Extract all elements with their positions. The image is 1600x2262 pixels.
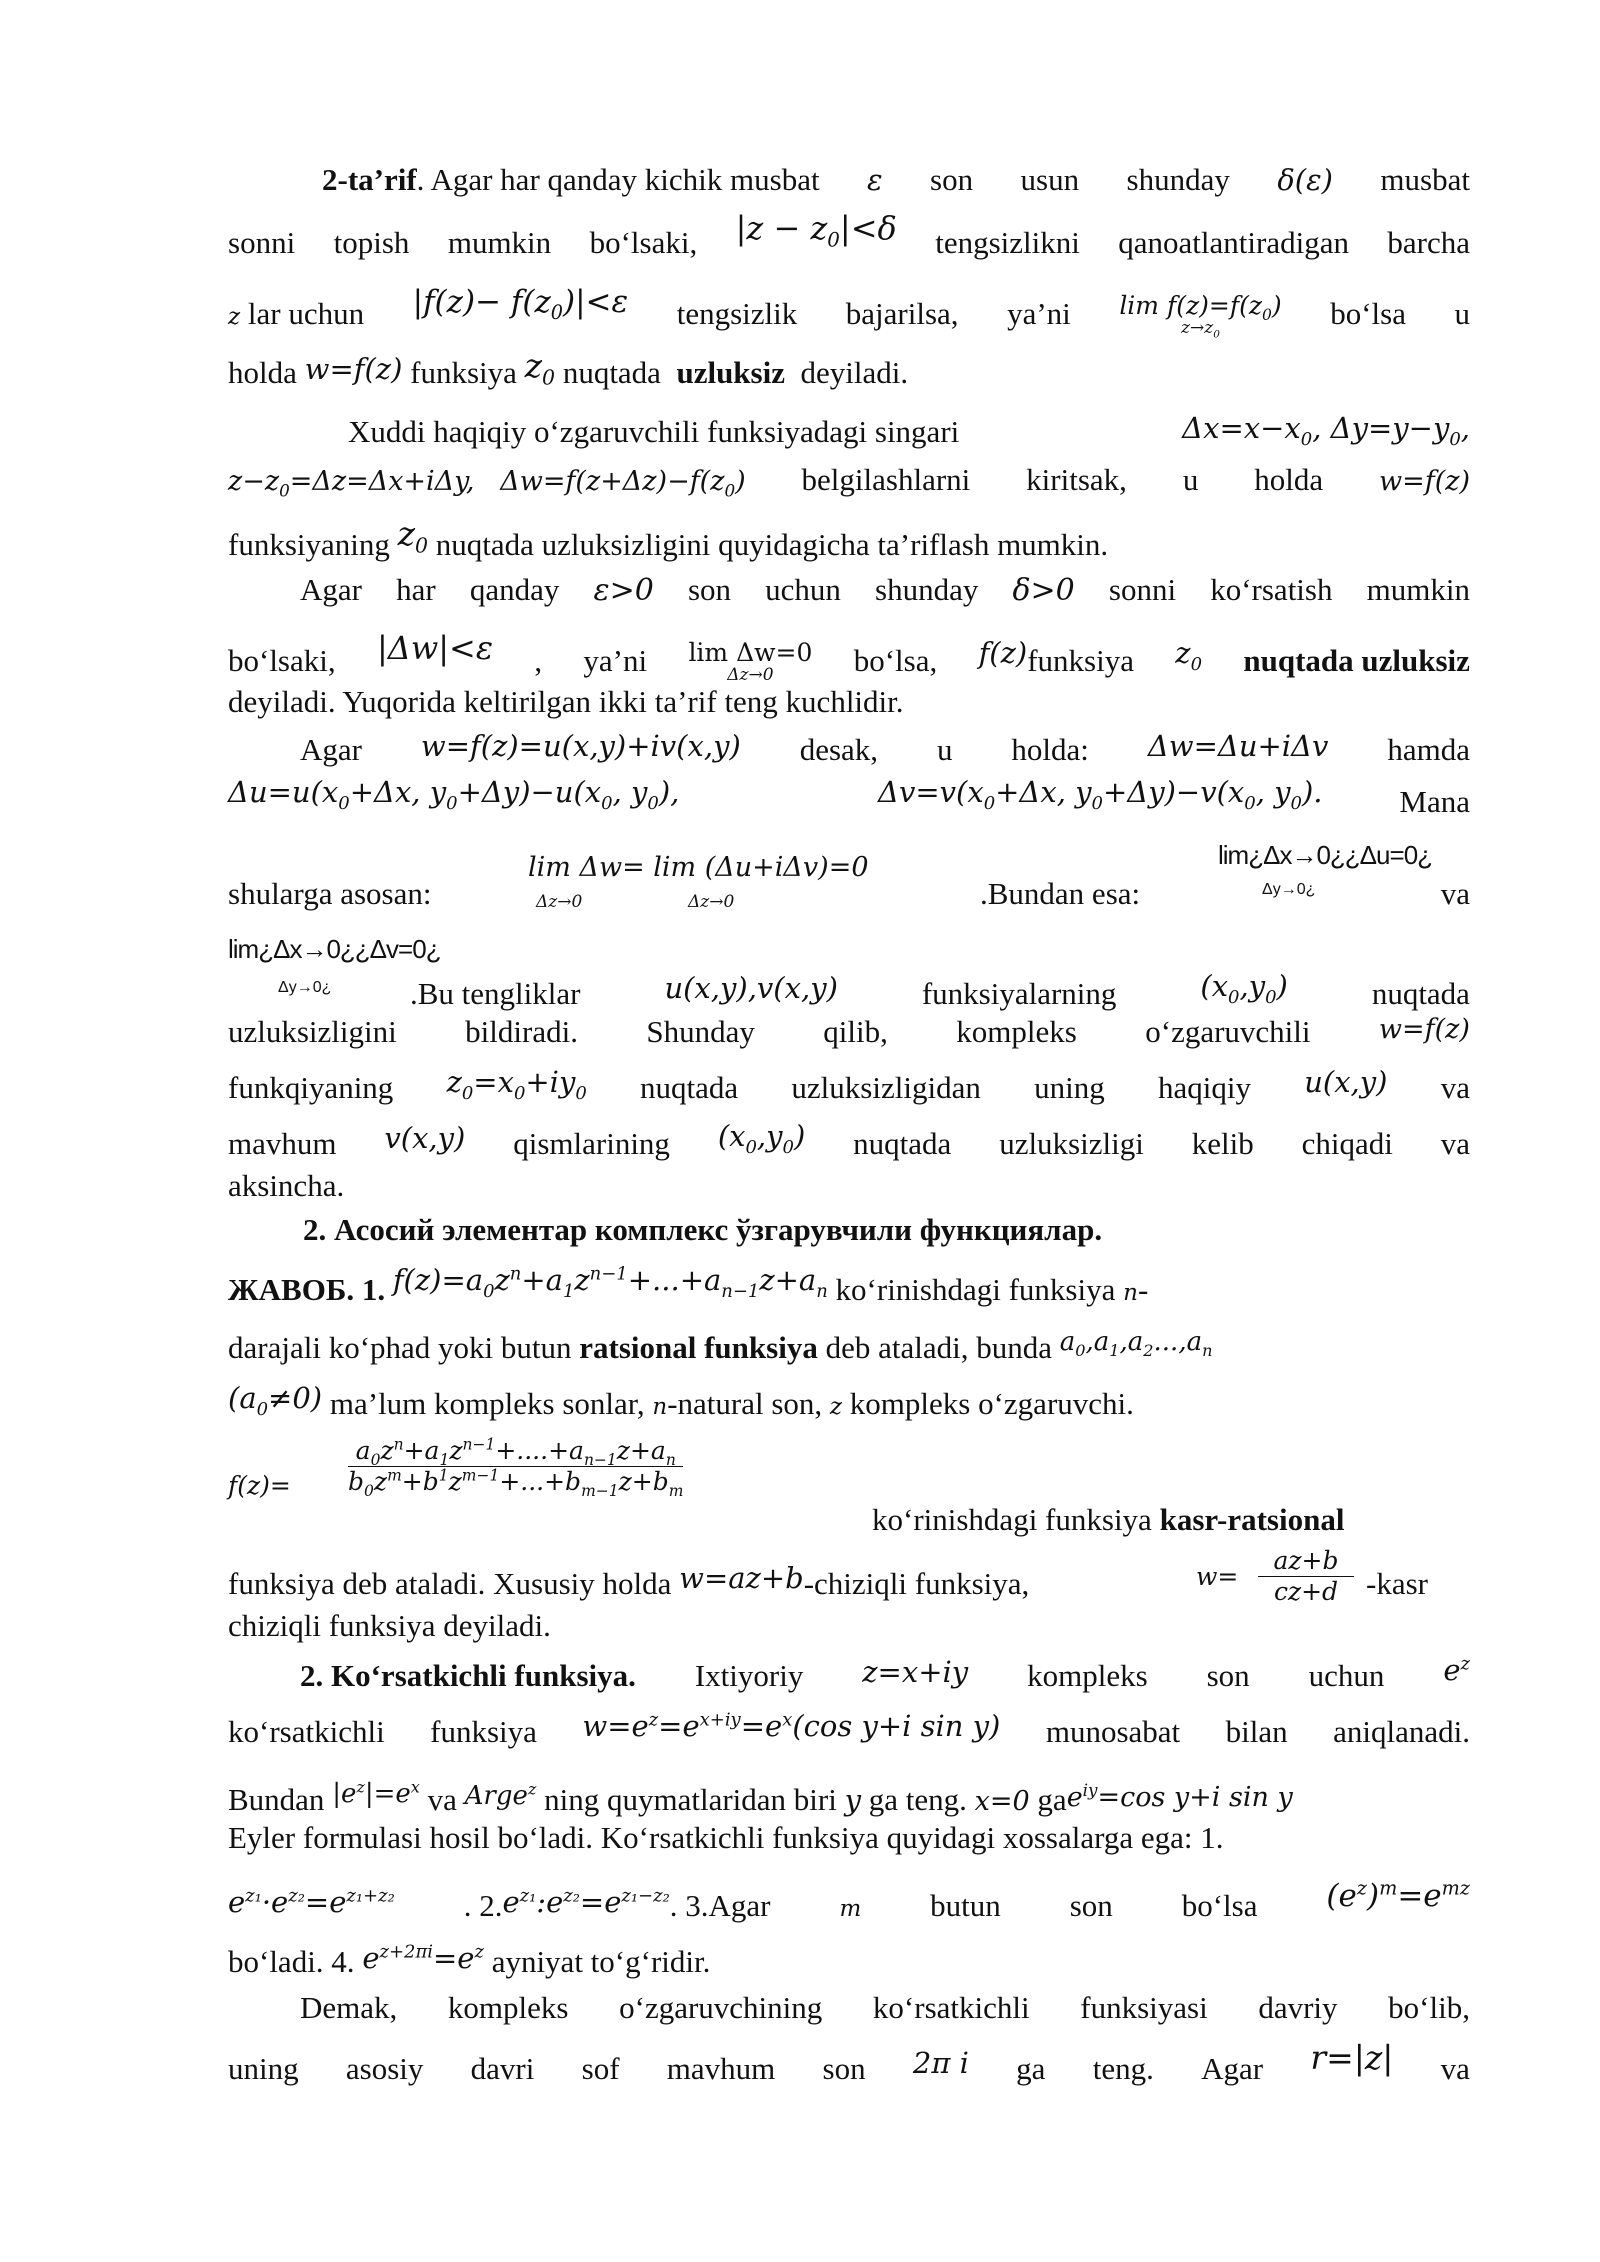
term-ratsional-funksiya: ratsional funksiya (579, 1330, 818, 1365)
paragraph-2-line-3: funksiyaning $z_0$ nuqtada uzluksizligini quyidagicha ta’riflash mumkin. (228, 514, 1109, 562)
f-z-symbol: f(z) (978, 636, 1028, 670)
definition-2-label: 2-ta’rif (322, 162, 417, 197)
answer-1-line-1: ЖАВОБ. 1. $f(z)=a_0z^n+a_1z^{n-1}+...+a_{n-1}z+a_n$ ko‘rinishdagi funksiya n- (228, 1263, 1149, 1307)
paragraph-4-line-4: lim¿Δx→0¿¿Δv=0¿ Δy→0¿ .Bu tengliklar u(x,y),v(x,y) funksiyalarning $(x_0,y_0)$ nuqtada (228, 976, 1470, 1016)
definition-2-line-1: 2-ta’rif. Agar har qanday kichik musbat ε son usun shunday δ(ε) musbat (322, 162, 1470, 197)
abs-e-z: |ez|=ex (332, 1777, 420, 1809)
formula-w-eq-u-plus-iv: w=f(z)=u(x,y)+iv(x,y) (420, 729, 741, 763)
answer-1-line-4: ko‘rinishdagi funksiya kasr-ratsional (872, 1502, 1345, 1537)
property-3: $(e^z)^m=e^{mz}$ (1326, 1876, 1470, 1914)
property-1: $e^{z_1}\cdot e^{z_2}=e^{z_1+z_2}$ (228, 1885, 395, 1919)
formula-u-x-y: u(x,y) (1304, 1065, 1388, 1099)
epsilon-symbol: ε (867, 163, 883, 197)
z0-symbol-3: $z_0$ (1175, 636, 1203, 675)
formula-delta-u: $\Delta u=u(x_0+\Delta x$, $y_0+\Delta y)-u(x_0$, $y_0$), (228, 775, 680, 814)
formula-delta-v: $\Delta v=v(x_0+\Delta x$, $y_0+\Delta y)-v(x_0$, $y_0$). (878, 775, 1323, 814)
formula-abs-delta-w-lt-epsilon: |Δw|<ε (376, 629, 493, 667)
exp-section-line-4: Eyler formulasi hosil bo‘ladi. Ko‘rsatkichli funksiya quyidagi xossalarga ega: 1. (228, 1820, 1224, 1855)
answer-1-line-2: darajali ko‘phad yoki butun ratsional funksiya deb ataladi, bunda $^{a_0,a_1,a_2...,a_n}$ (228, 1327, 1213, 1365)
term-uzluksiz: uzluksiz (676, 355, 785, 390)
paragraph-4-line-7: mavhum v(x,y) qismlarining $(x_0,y_0)$ nuqtada uzluksizligi kelib chiqadi va (228, 1119, 1470, 1161)
limit-delta-u-garbled: lim¿Δx→0¿¿Δu=0¿ Δy→0¿ (1218, 840, 1433, 898)
formula-z-minus-z0-lt-delta: $|z - z_0|<\delta$ (735, 209, 897, 252)
linear-function: w=az+b (679, 1561, 804, 1595)
answer-label: ЖАВОБ. 1. (228, 1272, 393, 1307)
term-nuqtada-uzluksiz: nuqtada uzluksiz (1243, 643, 1470, 678)
paragraph-3-line-3: deyiladi. Yuqorida keltirilgan ikki ta’rif teng kuchlidir. (228, 684, 904, 719)
answer-1-line-3: $(a_0\ne 0)$ ma’lum kompleks sonlar, n-natural son, z kompleks o‘zgaruvchi. (228, 1381, 1134, 1421)
property-2: $e^{z_1}:e^{z_2}=e^{z_1-z_2}$ (502, 1885, 670, 1919)
epsilon-gt-zero: ε>0 (593, 573, 654, 608)
paragraph-4-line-5: uzluksizligini bildiradi. Shunday qilib, kompleks o‘zgaruvchili w=f(z) (228, 1014, 1470, 1049)
limit-delta-w: lim Δw=0 Δz→0 (688, 638, 813, 685)
formula-u-v-functions: u(x,y),v(x,y) (664, 971, 838, 1005)
definition-2-line-2: sonni topish mumkin bo‘lsaki, $|z - z_0|<\delta$ tengsizlikni qanoatlantiradigan barcha (228, 209, 1470, 260)
z0-symbol: $z_0$ (524, 346, 556, 390)
exp-section-line-3: Bundan $^{|e^z|=e^x}$ va Arge$^z$ ning quymatlaridan biri y ga teng. x=0 gae$^{iy}$=cos y+i sin y (228, 1777, 1293, 1817)
term-korsatkichli-funksiya: 2. Ko‘rsatkichli funksiya. (300, 1658, 636, 1693)
answer-1-line-6: chiziqli funksiya deyiladi. (228, 1608, 551, 1643)
e-to-z: $e^z$ (1443, 1653, 1470, 1687)
formula-f-difference-lt-epsilon: $|f(z)- f(z_0)|<\varepsilon$ (412, 284, 629, 325)
formula-v-x-y: v(x,y) (384, 1121, 466, 1155)
rational-function-fraction (348, 1435, 684, 1500)
exp-section-line-5: $e^{z_1}\cdot e^{z_2}=e^{z_1+z_2}$ . $2.e^{z_1}:e^{z_2}=e^{z_1-z_2}$. 3.Agar m butun son bo‘lsa $(e^z)^m=e^{mz}$ (228, 1876, 1470, 1923)
z0-symbol-2: $z_0$ (397, 514, 429, 558)
formula-delta-x-delta-y: $\Delta x=x-x_0$, $\Delta y=y-y_0$, (1182, 411, 1470, 450)
point-x0-y0-2: $(x_0,y_0)$ (717, 1119, 806, 1158)
euler-formula: $e^{iy}=\cos$ y+i sin y (1066, 1780, 1293, 1813)
r-eq-abs-z: r=|z| (1310, 2038, 1394, 2077)
formula-w-eq-f-z: w=f(z) (304, 352, 403, 386)
polynomial-formula: $f(z)=a_0z^n+a_1z^{n-1}+...+a_{n-1}z+a_n$ (392, 1263, 828, 1302)
coefficients-list: a0,a1,a2...,an (1059, 1327, 1213, 1361)
formula-z-eq-x-plus-iy: z=x+iy (862, 1655, 969, 1689)
paragraph-2-line-2: $z-z_0=\Delta z=\Delta x+i\Delta y$, $\Delta w=f(z+\Delta z)-f(z_0)$ belgilashlarni kiritsak, u holda w=f(z) (228, 462, 1470, 501)
formula-z0-eq-x0-plus-iy0: $z_0=x_0+iy_0$ (446, 1065, 587, 1104)
exp-section-line-8: uning asosiy davri sof mavhum son 2π i ga teng. Agar r=|z| va (228, 2038, 1470, 2086)
exp-section-line-1: 2. Ko‘rsatkichli funksiya. Ixtiyoriy z=x+iy kompleks son uchun $e^z$ (300, 1653, 1470, 1693)
paragraph-4-line-6: funkqiyaning $z_0=x_0+iy_0$ nuqtada uzluksizligidan uning haqiqiy u(x,y) va (228, 1065, 1470, 1105)
limit-delta-v-garbled: lim¿Δx→0¿¿Δv=0¿ Δy→0¿ (228, 934, 441, 996)
euler-exp-formula: $w=e^z=e^{x+iy}=e^x(\cos$ y+i sin y) (582, 1709, 1001, 1743)
paragraph-2-line-1: Xuddi haqiqiy o‘zgaruvchili funksiyadagi singari $\Delta x=x-x_0$, $\Delta y=y-y_0$, (348, 411, 1470, 450)
rational-numerator: $a_0z^n+a_1z^{n-1}+....+a_{n-1}z+a_n$ (355, 1435, 676, 1469)
arg-e-z: Arge$^z$ (464, 1779, 537, 1811)
period-2-pi-i: 2π i (912, 2046, 969, 2080)
answer-1-line-5: funksiya deb ataladi. Xususiy holda w=az+b-chiziqli funksiya, (228, 1561, 1030, 1601)
exp-section-line-6: bo‘ladi. 4. $e^{z+2\pi i}=e^z$ ayniyat to‘g‘ridir. (228, 1941, 711, 1979)
delta-of-epsilon: δ(ε) (1277, 163, 1333, 197)
formula-w-eq-f-z-3: w=f(z) (1378, 1014, 1470, 1045)
section-heading: 2. Асосий элементар комплекс ўзгарувчили функциялар. (303, 1212, 1103, 1247)
document-page: 2-ta’rif. Agar har qanday kichik musbat ε son usun shunday δ(ε) musbat sonni topish mumkin bo‘lsaki, $|z - z_0|<\delta$ tengsizlikni qanoatlantiradigan barcha z lar uchun $|f(z)- f(z_0)|<\varepsilon$ tengsizlik bajarilsa, ya’ni $\lim f(z)=f(z_0)$ $z\to z_0$ bo‘lsa u holda w=f(z) funksiya $z_0$ nuqtada uzluksiz deyiladi. Xuddi haqiqiy o‘zgaruvchili funksiyadagi singari $\Delta x=x-x_0$, $\Delta y=y-y_0$, $z-z_0=\Delta z=\Delta x+i\Delta y$, $\Delta w=f(z+\Delta z)-f(z_0)$ belgilashlarni kiritsak, u holda w=f(z) funksiyaning $z_0$ nuqtada uzluksizligini quyidagicha ta’riflash mumkin. Agar har qanday ε>0 son uchun shunday δ>0 sonni ko‘rsatish mumkin bo‘lsaki, |Δw|<ε , ya’ni lim Δw=0 Δz→0 bo‘lsa, f(z)funksiya $z_0$ nuqtada uzluksiz deyiladi. Yuqorida keltirilgan ikki ta’rif teng kuchlidir. Agar w=f(z)=u(x,y)+iv(x,y) desak, u holda: Δw=Δu+iΔv hamda $\Delta u=u(x_0+\Delta x$, $y_0+\Delta y)-u(x_0$, $y_0$), $\Delta v=v(x_0+\Delta x$, $y_0+\Delta y)-v(x_0$, $y_0$). Mana shulargа asosan: lim Δw= lim (Δu+iΔv)=0 Δz→0 Δz→0 .Bundan esa: lim¿Δx→0¿¿Δu=0¿ Δy→0¿ va lim¿Δx→0¿¿Δv=0¿ Δy→0¿ .Bu tengliklar u(x,y),v(x,y) funksiyalarning $(x_0,y_0)$ nuqtada uzluksizligini bildiradi. Shunday qilib, kompleks o‘zgaruvchili w=f(z) funkqiyaning $z_0=x_0+iy_0$ nuqtada uzluksizligidan uning haqiqiy u(x,y) va mavhum v(x,y) qismlarining $(x_0,y_0)$ nuqtada uzluksizligi kelib chiqadi va aksincha. 2. Асосий элементар комплекс ўзгарувчили функциялар. ЖАВОБ. 1. $f(z)=a_0z^n+a_1z^{n-1}+...+a_{n-1}z+a_n$ ko‘rinishdagi funksiya n- darajali ko‘phad yoki butun ratsional funksiya deb ataladi, bunda $^{a_0,a_1,a_2...,a_n}$ $(a_0\ne 0)$ ma’lum kompleks sonlar, n-natural son, z kompleks o‘zgaruvchi. f(z)= $a_0z^n+a_1z^{n-1}+....+a_{n-1}z+a_n$ $b_0z^m+b^1z^{m-1}+...+b_{m-1}z+b_m$ ko‘rinishdagi funksiya kasr-ratsional funksiya deb ataladi. Xususiy holda w=az+b-chiziqli funksiya, w= az+b cz+d -kasr chiziqli funksiya deyiladi. 2. Ko‘rsatkichli funksiya. Ixtiyoriy z=x+iy kompleks son uchun $e^z$ ko‘rsatkichli funksiya $w=e^z=e^{x+iy}=e^x(\cos$ y+i sin y) munosabat bilan aniqlanadi. Bundan $^{|e^z|=e^x}$ va Arge$^z$ ning quymatlaridan biri y ga teng. x=0 gae$^{iy}$=cos y+i sin y Eyler formulasi hosil bo‘ladi. Ko‘rsatkichli funksiya quyidagi xossalarga ega: 1. $e^{z_1}\cdot e^{z_2}=e^{z_1+z_2}$ . $2.e^{z_1}:e^{z_2}=e^{z_1-z_2}$. 3.Agar m butun son bo‘lsa $(e^z)^m=e^{mz}$ bo‘ladi. 4. $e^{z+2\pi i}=e^z$ ayniyat to‘g‘ridir. Demak, kompleks o‘zgaruvchining ko‘rsatkichli funksiyasi davriy bo‘lib, uning asosiy davri sof mavhum son 2π i ga teng. Agar r=|z| va (228, 162, 1470, 2086)
formula-delta-z-and-delta-w: $z-z_0=\Delta z=\Delta x+i\Delta y$, $\Delta w=f(z+\Delta z)-f(z_0)$ (228, 466, 746, 501)
exp-section-line-2: ko‘rsatkichli funksiya $w=e^z=e^{x+iy}=e^x(\cos$ y+i sin y) munosabat bilan aniqlanadi. (228, 1709, 1470, 1749)
exp-section-line-7: Demak, kompleks o‘zgaruvchining ko‘rsatkichli funksiyasi davriy bo‘lib, (300, 1990, 1470, 2025)
formula-delta-w-eq: Δw=Δu+iΔv (1147, 729, 1329, 763)
paragraph-4-line-8: aksincha. (228, 1168, 345, 1203)
paragraph-3-line-1: Agar har qanday ε>0 son uchun shunday δ>0 sonni ko‘rsatish mumkin (300, 572, 1470, 608)
paragraph-4-line-3: shulargа asosan: lim Δw= lim (Δu+iΔv)=0 Δz→0 Δz→0 .Bundan esa: lim¿Δx→0¿¿Δu=0¿ Δy→0¿ va (228, 876, 1470, 916)
definition-2-line-4: holda w=f(z) funksiya $z_0$ nuqtada uzluksiz deyiladi. (228, 346, 909, 390)
rational-function-lhs: f(z)= (228, 1471, 291, 1500)
rational-denominator: $b_0z^m+b^1z^{m-1}+...+b_{m-1}z+b_m$ (348, 1466, 684, 1500)
kasr-label: -kasr (1366, 1566, 1428, 1601)
paragraph-3-line-2: bo‘lsaki, |Δw|<ε , ya’ni lim Δw=0 Δz→0 bo‘lsa, f(z)funksiya $z_0$ nuqtada uzluksiz (228, 629, 1470, 685)
definition-2-line-3: z lar uchun $|f(z)- f(z_0)|<\varepsilon$ tengsizlik bajarilsa, ya’ni $\lim f(z)=f(z_0)$ $z\to z_0$ bo‘lsa u (228, 284, 1470, 341)
point-x0-y0: $(x_0,y_0)$ (1200, 969, 1288, 1008)
limit-f-z-to-z0: $\lim f(z)=f(z_0)$ $z\to z_0$ (1119, 291, 1282, 341)
delta-gt-zero: δ>0 (1012, 573, 1075, 608)
formula-w-eq-f-z-2: w=f(z) (1378, 466, 1470, 497)
a0-nonzero: $(a_0\ne 0)$ (228, 1381, 323, 1420)
limit-equation: lim Δw= lim (Δu+iΔv)=0 Δz→0 Δz→0 (528, 852, 869, 912)
term-kasr-ratsional: kasr-ratsional (1159, 1502, 1345, 1537)
property-4: $e^{z+2\pi i}=e^z$ (362, 1941, 484, 1975)
x-eq-zero: x=0 (974, 1786, 1030, 1817)
paragraph-4-line-1: Agar w=f(z)=u(x,y)+iv(x,y) desak, u holda: Δw=Δu+iΔv hamda (300, 729, 1470, 767)
